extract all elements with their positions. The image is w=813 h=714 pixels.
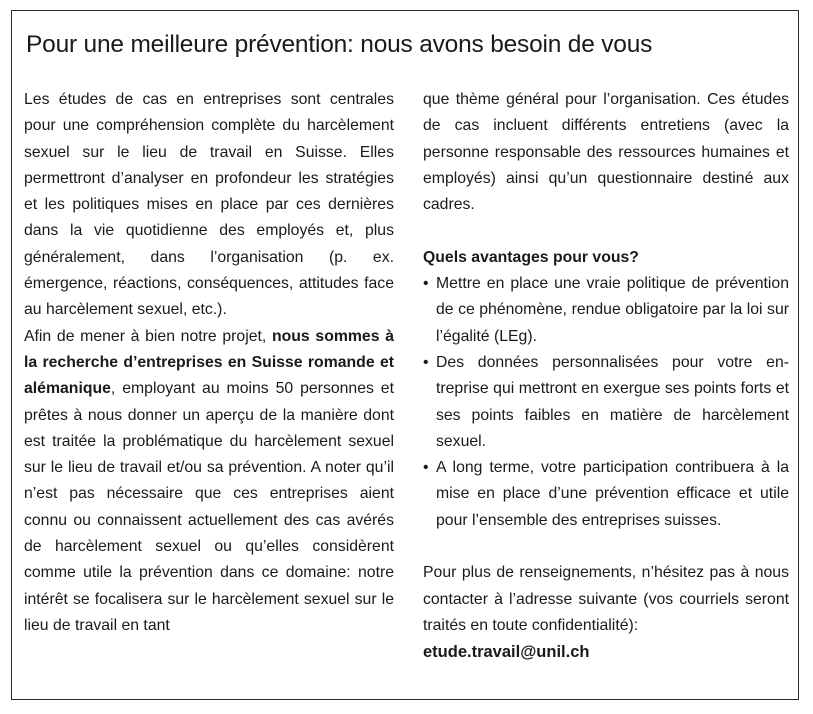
search-paragraph-highlight: nous sommes à la recherche d’entreprises en Suisse romande et alémanique xyxy=(24,327,394,398)
search-paragraph xyxy=(24,324,394,640)
benefits-heading: Quels avantages pour vous? xyxy=(423,248,639,266)
article-title: Pour une meilleure prévention: nous avons besoin de vous xyxy=(26,31,653,58)
list-item-text: A long terme, votre participation contribuera à la mise en place d’une prévention efficace et utile pour l’ensemble des entreprises suisses. xyxy=(436,459,789,529)
contact-email: etude.travail@unil.ch xyxy=(423,643,590,662)
benefits-list xyxy=(423,271,789,534)
spacer xyxy=(423,534,789,560)
list-item xyxy=(423,350,789,455)
right-column xyxy=(423,87,789,666)
bullet-icon: • xyxy=(423,459,429,477)
case-study-paragraph: que thème général pour l’organisation. Ces études de cas incluent différents entretiens (avec la personne responsable des ressources humaines et employés) ainsi qu’un questionnaire destiné aux cadres. xyxy=(423,91,789,214)
list-item-text: Mettre en place une vraie politique de prévention de ce phénomène, rendue obligatoire par la loi sur l’égalité (LEg). xyxy=(436,275,789,345)
list-item xyxy=(423,455,789,534)
contact-paragraph: Pour plus de renseignements, n’hésitez pas à nous contacter à l’adresse suivante (vos courriels seront traités en toute confidentialité): xyxy=(423,564,789,634)
search-paragraph-end: , employant au moins 50 personnes et prêtes à nous donner un aperçu de la manière dont est traitée la problématique du harcèlement sexuel sur le lieu de travail et/ou sa prévention. A noter qu’il n’est pas nécessaire que ces entreprises aient connu ou connaissent actuellement des cas avérés de harcèlement sexuel ou qu’elles considèrent comme utile la prévention dans ce domaine: notre intérêt se focalisera sur le harcèlement sexuel sur le lieu de travail en tant xyxy=(24,380,394,634)
intro-paragraph: Les études de cas en entreprises sont centrales pour une compréhension complète du harcèlement sexuel sur le lieu de travail en Suisse. Elles permettront d’analyser en profondeur les stratégies et les politiques mises en place par ces dernières dans la vie quotidienne des employés et, plus généralement, dans l’organisation (p. ex. émergence, réactions, conséquences, attitudes face au harcèlement sexuel, etc.). xyxy=(24,91,394,319)
list-item xyxy=(423,271,789,350)
search-paragraph-start: Afin de mener à bien notre projet, xyxy=(24,327,272,345)
bullet-icon: • xyxy=(423,353,429,371)
bullet-icon: • xyxy=(423,275,429,293)
left-column xyxy=(24,87,394,639)
list-item-text: Des données personnalisées pour votre entreprise qui mettront en exergue ses points forts et ses points faibles en matière de harcèlement sexuel. xyxy=(436,353,789,450)
spacer xyxy=(423,218,789,244)
